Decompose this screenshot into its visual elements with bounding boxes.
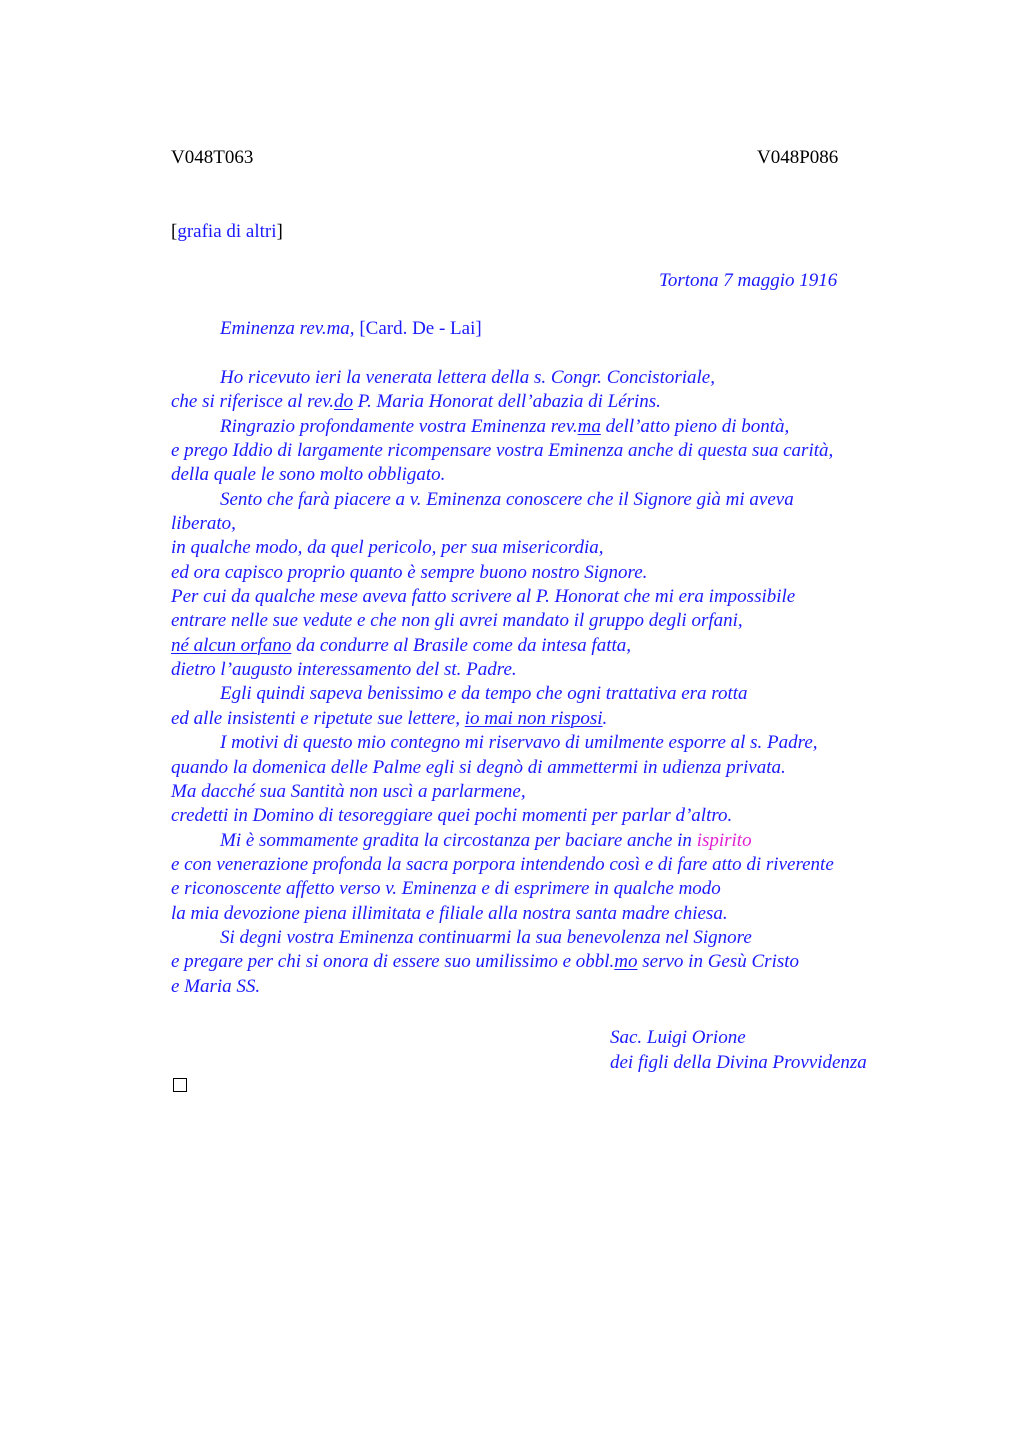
body-line: Ringrazio profondamente vostra Eminenza rev.ma dell’atto pieno di bontà, — [220, 415, 790, 437]
body-line: ed alle insistenti e ripetute sue lettere, io mai non risposi. — [171, 707, 608, 729]
salutation — [220, 317, 482, 341]
salutation-text: Eminenza rev.ma, — [220, 318, 355, 339]
letter-body — [171, 366, 911, 999]
note-text: grafia di altri — [177, 221, 277, 242]
note-bracket-close: ] — [276, 221, 283, 242]
body-line: Egli quindi sapeva benissimo e da tempo che ogni trattativa era rotta — [220, 683, 748, 705]
body-line: né alcun orfano da condurre al Brasile come da intesa fatta, — [171, 634, 631, 656]
body-line: Ma dacché sua Santità non uscì a parlarmene, — [171, 780, 526, 802]
body-line: e con venerazione profonda la sacra porpora intendendo così e di fare atto di riverente — [171, 853, 834, 875]
letter-date: Tortona 7 maggio 1916 — [659, 270, 838, 291]
body-line: della quale le sono molto obbligato. — [171, 464, 446, 486]
recipient-note: [Card. De - Lai] — [359, 318, 482, 339]
signature-title: dei figli della Divina Provvidenza — [610, 1052, 867, 1073]
body-line: in qualche modo, da quel pericolo, per sua misericordia, — [171, 537, 604, 559]
body-line: e Maria SS. — [171, 975, 261, 997]
signature-name: Sac. Luigi Orione — [610, 1027, 746, 1048]
body-line: quando la domenica delle Palme egli si degnò di ammettermi in udienza privata. — [171, 756, 786, 778]
body-line: la mia devozione piena illimitata e filiale alla nostra santa madre chiesa. — [171, 902, 728, 924]
body-line: Ho ricevuto ieri la venerata lettera della s. Congr. Concistoriale, — [220, 367, 715, 388]
header-left-code: V048T063 — [171, 147, 254, 168]
note-bracket-open: [ — [171, 221, 178, 242]
body-line: entrare nelle sue vedute e che non gli avrei mandato il gruppo degli orfani, — [171, 610, 743, 632]
body-line: ed ora capisco proprio quanto è sempre buono nostro Signore. — [171, 561, 648, 583]
body-line: Per cui da qualche mese aveva fatto scrivere al P. Honorat che mi era impossibile — [171, 586, 796, 608]
body-line: credetti in Domino di tesoreggiare quei pochi momenti per parlar d’altro. — [171, 805, 733, 827]
body-line: e riconoscente affetto verso v. Eminenza e di esprimere in qualche modo — [171, 878, 721, 900]
body-line: Mi è sommamente gradita la circostanza per baciare anche in ispirito — [220, 829, 752, 851]
header-right-code: V048P086 — [757, 147, 839, 168]
body-line: Sento che farà piacere a v. Eminenza conoscere che il Signore già mi aveva — [220, 488, 794, 510]
body-line: liberato, — [171, 513, 236, 535]
body-line: e pregare per chi si onora di essere suo umilissimo e obbl.mo servo in Gesù Cristo — [171, 951, 800, 973]
body-line: che si riferisce al rev.do P. Maria Honorat dell’abazia di Lérins. — [171, 391, 661, 413]
end-marker-box — [173, 1078, 187, 1092]
editor-note — [171, 220, 283, 244]
body-line: dietro l’augusto interessamento del st. Padre. — [171, 659, 517, 681]
body-line: Si degni vostra Eminenza continuarmi la sua benevolenza nel Signore — [220, 926, 752, 948]
body-line: I motivi di questo mio contegno mi riservavo di umilmente esporre al s. Padre, — [220, 732, 818, 754]
highlighted-word: ispirito — [696, 829, 752, 851]
body-line: e prego Iddio di largamente ricompensare vostra Eminenza anche di questa sua carità, — [171, 440, 834, 462]
